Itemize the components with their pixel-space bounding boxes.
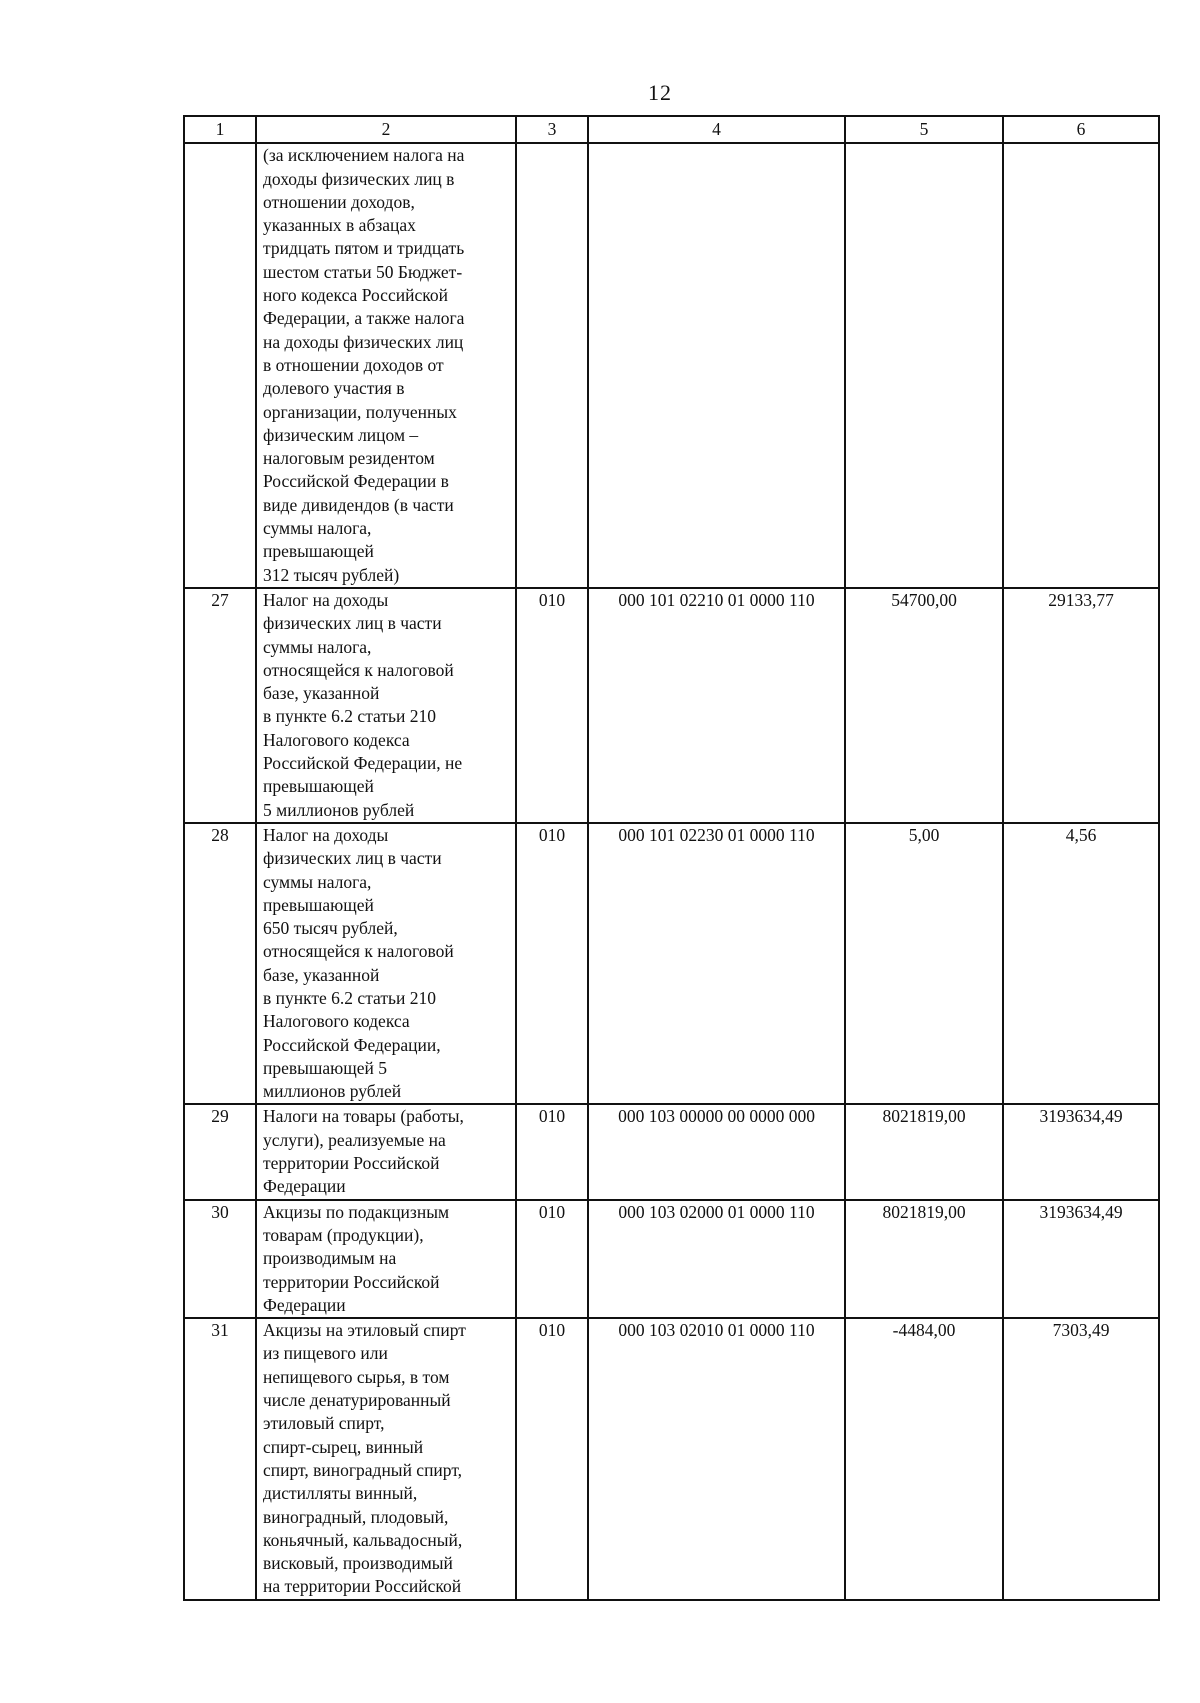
indicator-name-line: производимым на — [263, 1248, 397, 1269]
indicator-name-line: Федерации, а также налога — [263, 308, 465, 329]
header-col-6: 6 — [1003, 116, 1159, 143]
budget-classification-code-cell: 000 103 02000 01 0000 110 — [588, 1200, 845, 1318]
actual-amount-cell: 3193634,49 — [1003, 1200, 1159, 1318]
budget-classification-code-cell: 000 103 00000 00 0000 000 — [588, 1104, 845, 1199]
indicator-name-line: Акцизы на этиловый спирт — [263, 1320, 466, 1341]
budget-classification-code-cell: 000 103 02010 01 0000 110 — [588, 1318, 845, 1600]
indicator-name-line: базе, указанной — [263, 683, 380, 704]
indicator-name-line: непищевого сырья, в том — [263, 1366, 450, 1387]
planned-amount-cell: 8021819,00 — [845, 1104, 1003, 1199]
indicator-name-line: в пункте 6.2 статьи 210 — [263, 706, 436, 727]
header-col-1: 1 — [184, 116, 256, 143]
indicator-name-line: ного кодекса Российской — [263, 285, 448, 306]
actual-amount-cell: 3193634,49 — [1003, 1104, 1159, 1199]
page-number: 12 — [648, 80, 672, 105]
indicator-name-line: превышающей — [263, 776, 374, 797]
table-header — [184, 116, 1159, 143]
table-row — [184, 143, 1159, 588]
indicator-name-line: Федерации — [263, 1176, 346, 1197]
planned-amount-cell: 8021819,00 — [845, 1200, 1003, 1318]
indicator-name-line: Налогового кодекса — [263, 1011, 410, 1032]
indicator-name-line: суммы налога, — [263, 636, 372, 657]
indicator-name-line: организации, полученных — [263, 401, 457, 422]
indicator-name-line: Российской Федерации, — [263, 1034, 441, 1055]
indicator-name-cell — [256, 1200, 516, 1318]
header-col-3: 3 — [516, 116, 588, 143]
indicator-name-line: 312 тысяч рублей) — [263, 564, 400, 585]
indicator-name-line: Федерации — [263, 1294, 346, 1315]
table-row — [184, 588, 1159, 823]
indicator-name-line: услуги), реализуемые на — [263, 1129, 446, 1150]
planned-amount-cell: 54700,00 — [845, 588, 1003, 823]
indicator-name-line: физическим лицом – — [263, 424, 419, 445]
indicator-name-line: налоговым резидентом — [263, 448, 435, 469]
indicator-name-line: 650 тысяч рублей, — [263, 918, 398, 939]
admin-code-cell: 010 — [516, 1200, 588, 1318]
indicator-name-line: из пищевого или — [263, 1343, 388, 1364]
indicator-name-line: (за исключением налога на — [263, 145, 465, 166]
indicator-name-line: территории Российской — [263, 1271, 440, 1292]
indicator-name-cell — [256, 143, 516, 588]
actual-amount-cell — [1003, 143, 1159, 588]
indicator-name-line: отношении доходов, — [263, 191, 415, 212]
indicator-name-line: Российской Федерации в — [263, 471, 449, 492]
indicator-name-line: шестом статьи 50 Бюджет- — [263, 261, 463, 282]
planned-amount-cell: -4484,00 — [845, 1318, 1003, 1600]
indicator-name-line: Налогового кодекса — [263, 729, 410, 750]
indicator-name-line: Акцизы по подакцизным — [263, 1201, 450, 1222]
indicator-name-line: суммы налога, — [263, 871, 372, 892]
indicator-name-line: относящейся к налоговой — [263, 659, 454, 680]
budget-classification-code-cell — [588, 143, 845, 588]
revenue-table — [183, 115, 1160, 1601]
row-number-cell: 29 — [184, 1104, 256, 1199]
indicator-name-line: спирт, виноградный спирт, — [263, 1459, 463, 1480]
indicator-name-line: дистилляты винный, — [263, 1483, 418, 1504]
indicator-name-line: этиловый спирт, — [263, 1413, 385, 1434]
table-body — [184, 143, 1159, 1599]
indicator-name-line: Налог на доходы — [263, 824, 389, 845]
header-col-2: 2 — [256, 116, 516, 143]
planned-amount-cell: 5,00 — [845, 823, 1003, 1105]
indicator-name-line: товарам (продукции), — [263, 1224, 424, 1245]
table-row — [184, 823, 1159, 1105]
indicator-name-line: числе денатурированный — [263, 1390, 451, 1411]
indicator-name-line: территории Российской — [263, 1153, 440, 1174]
indicator-name-line: физических лиц в части — [263, 613, 442, 634]
indicator-name-line: превышающей — [263, 894, 374, 915]
indicator-name-line: на доходы физических лиц — [263, 331, 464, 352]
actual-amount-cell: 4,56 — [1003, 823, 1159, 1105]
indicator-name-line: виде дивидендов (в части — [263, 494, 454, 515]
header-col-4: 4 — [588, 116, 845, 143]
row-number-cell: 31 — [184, 1318, 256, 1600]
row-number-cell: 28 — [184, 823, 256, 1105]
indicator-name-line: превышающей — [263, 541, 374, 562]
indicator-name-cell — [256, 1104, 516, 1199]
admin-code-cell: 010 — [516, 588, 588, 823]
actual-amount-cell: 29133,77 — [1003, 588, 1159, 823]
indicator-name-line: тридцать пятом и тридцать — [263, 238, 465, 259]
indicator-name-cell — [256, 823, 516, 1105]
admin-code-cell: 010 — [516, 1318, 588, 1600]
indicator-name-line: Налоги на товары (работы, — [263, 1106, 464, 1127]
planned-amount-cell — [845, 143, 1003, 588]
indicator-name-line: Российской Федерации, не — [263, 753, 463, 774]
header-row — [184, 116, 1159, 143]
row-number-cell: 30 — [184, 1200, 256, 1318]
indicator-name-line: коньячный, кальвадосный, — [263, 1529, 463, 1550]
indicator-name-cell — [256, 588, 516, 823]
indicator-name-cell — [256, 1318, 516, 1600]
indicator-name-line: долевого участия в — [263, 378, 405, 399]
indicator-name-line: 5 миллионов рублей — [263, 799, 415, 820]
indicator-name-line: физических лиц в части — [263, 848, 442, 869]
indicator-name-line: висковый, производимый — [263, 1553, 453, 1574]
indicator-name-line: виноградный, плодовый, — [263, 1506, 449, 1527]
indicator-name-line: относящейся к налоговой — [263, 941, 454, 962]
table-row — [184, 1104, 1159, 1199]
actual-amount-cell: 7303,49 — [1003, 1318, 1159, 1600]
indicator-name-line: доходы физических лиц в — [263, 168, 455, 189]
indicator-name-line: в отношении доходов от — [263, 354, 444, 375]
row-number-cell — [184, 143, 256, 588]
budget-classification-code-cell: 000 101 02210 01 0000 110 — [588, 588, 845, 823]
header-col-5: 5 — [845, 116, 1003, 143]
indicator-name-line: спирт-сырец, винный — [263, 1436, 424, 1457]
admin-code-cell: 010 — [516, 1104, 588, 1199]
admin-code-cell: 010 — [516, 823, 588, 1105]
indicator-name-line: суммы налога, — [263, 518, 372, 539]
indicator-name-line: превышающей 5 — [263, 1057, 387, 1078]
row-number-cell: 27 — [184, 588, 256, 823]
indicator-name-line: указанных в абзацах — [263, 215, 416, 236]
indicator-name-line: Налог на доходы — [263, 589, 389, 610]
indicator-name-line: миллионов рублей — [263, 1081, 402, 1102]
table-row — [184, 1318, 1159, 1600]
admin-code-cell — [516, 143, 588, 588]
budget-classification-code-cell: 000 101 02230 01 0000 110 — [588, 823, 845, 1105]
indicator-name-line: базе, указанной — [263, 964, 380, 985]
indicator-name-line: на территории Российской — [263, 1576, 462, 1597]
table-row — [184, 1200, 1159, 1318]
indicator-name-line: в пункте 6.2 статьи 210 — [263, 987, 436, 1008]
